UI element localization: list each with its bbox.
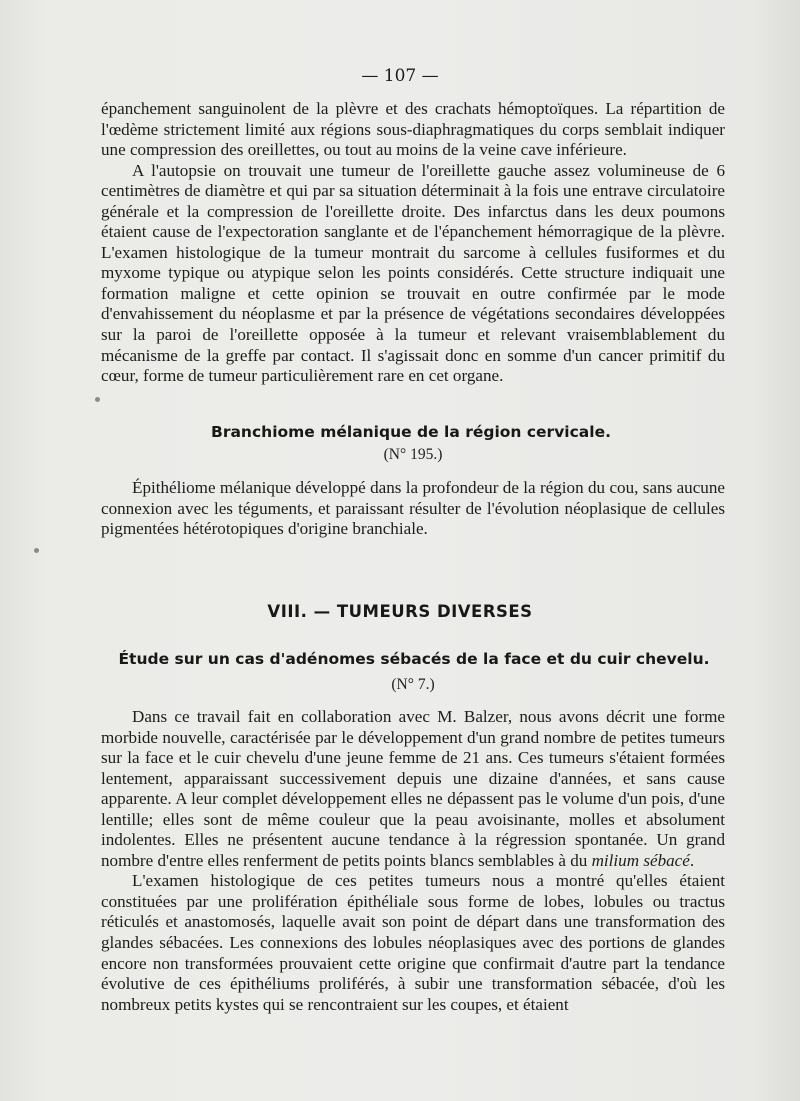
paragraph-balzer-end: . (689, 850, 695, 870)
milium-sebace-italic: milium sébacé (591, 850, 690, 870)
paragraph-epitheliome: Épithéliome mélanique développé dans la profondeur de la région du cou, sans aucune connexion avec les téguments, et paraissant résulter de l'évolution néoplasique de cellules pigmentées hétérotopiques d'origine branchiale. (101, 478, 725, 539)
paragraph-autopsie: A l'autopsie on trouvait une tumeur de l'oreillette gauche assez volumineuse de 6 centimètres de diamètre et qui par sa situation déterminait à la fois une entrave circulatoire générale et la compression de l'oreillette droite. Des infarctus dans les deux poumons étaient cause de l'expectoration sanglante et de l'épanchement hémorragique de la plèvre. L'examen histologique de la tumeur montrait du sarcome à cellules fusiformes et du myxome typique ou atypique selon les points considérés. Cette structure indiquait une formation maligne et cette opinion se trouvait en outre confirmée par le mode d'envahissement du néoplasme et par la présence de végétations secondaires développées sur la paroi de l'oreillette opposée à la tumeur et relevant vraisemblablement du mécanisme de la greffe par contact. Il s'agissait donc en somme d'un cancer primitif du cœur, forme de tumeur particulièrement rare en cet organe. (101, 160, 725, 386)
heading-branchiome: Branchiome mélanique de la région cervicale. (211, 423, 611, 441)
paragraph-balzer-text: Dans ce travail fait en collaboration avec M. Balzer, nous avons décrit une forme morbide nouvelle, caractérisée par le développement d'un grand nombre de petites tumeurs sur la face et le cuir chevelu d'une jeune femme de 21 ans. Ces tumeurs s'étaient formées lentement, apparaissant successivement depuis une dizaine d'années, et sans cause apparente. A leur complet développement elles ne dépassent pas le volume d'un pois, d'une lentille; elles sont de même couleur que la peau avoisinante, molles et absolument indolentes. Elles ne présentent aucune tendance à la régression spontanée. Un grand nombre d'entre elles renferment de petits points blancs semblables à du (101, 707, 725, 870)
reference-number-7: (N° 7.) (391, 676, 435, 693)
continued-text-block (101, 99, 725, 387)
scan-speck (95, 397, 100, 402)
etude-text-block (101, 707, 725, 1015)
reference-number-195: (N° 195.) (383, 446, 443, 463)
branchiome-text-block (101, 478, 725, 540)
paragraph-continuation: épanchement sanguinolent de la plèvre et des crachats hémoptoïques. La répartition de l'œdème strictement limité aux régions sous-diaphragmatiques du corps semblait indiquer une compression des oreillettes, ou tout au moins de la veine cave inférieure. (101, 99, 725, 160)
heading-etude-adenomes: Étude sur un cas d'adénomes sébacés de la face et du cuir chevelu. (118, 650, 710, 668)
scan-speck (34, 548, 39, 553)
paragraph-examen-histologique: L'examen histologique de ces petites tumeurs nous a montré qu'elles étaient constituées par une prolifération épithéliale sous forme de lobes, lobules ou tractus réticulés et anastomosés, laquelle avait son point de départ dans une transformation des glandes sébacées. Les connexions des lobules néoplasiques avec des portions de glandes encore non transformées prouvaient cette origine que confirmait d'autre part la tendance évolutive de ces épithéliums proliférés, à subir une transformation sébacée, d'où les nombreux petits kystes qui se rencontraient sur les coupes, et étaient (101, 871, 725, 1014)
paragraph-balzer (101, 707, 725, 871)
section-heading-tumeurs-diverses: VIII. — TUMEURS DIVERSES (267, 602, 533, 621)
page-number: — 107 — (361, 66, 439, 86)
